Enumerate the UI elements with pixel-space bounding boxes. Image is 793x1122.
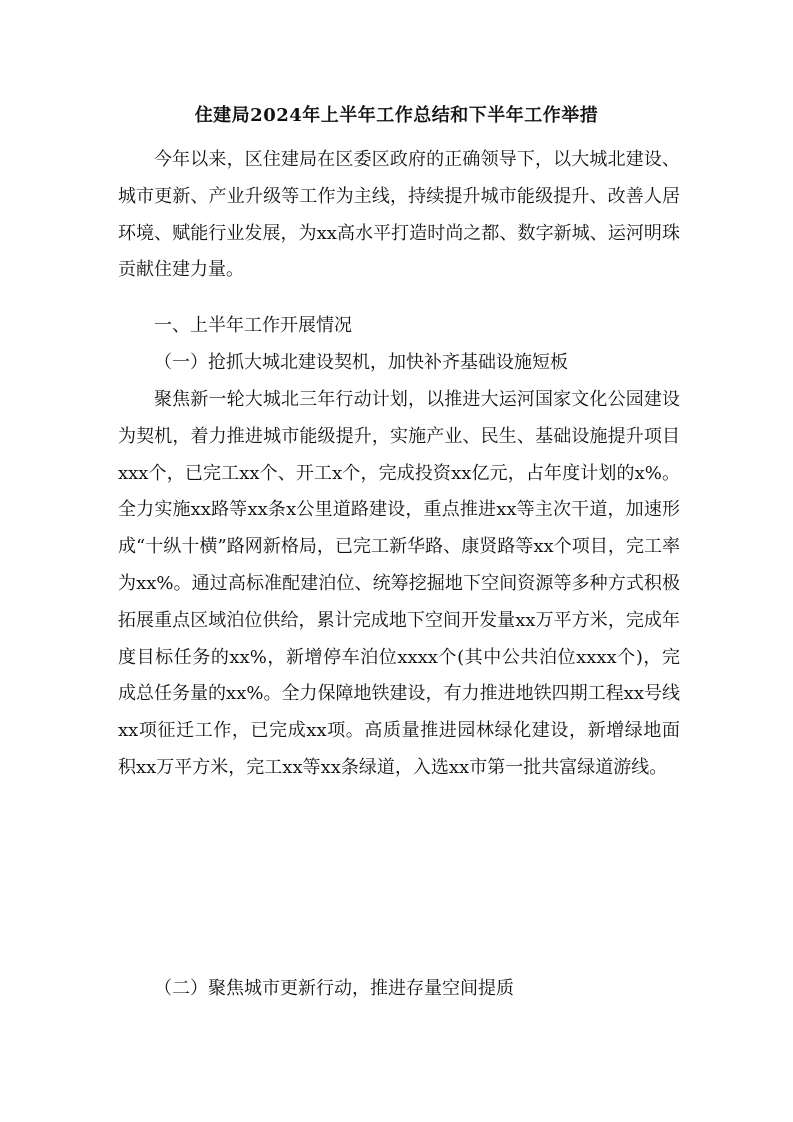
section-heading-1: 一、上半年工作开展情况 — [154, 315, 352, 336]
document-title: 住建局2024年上半年工作总结和下半年工作举措 — [194, 105, 599, 126]
subsection-heading-2: （二）聚焦城市更新行动，推进存量空间提质 — [154, 978, 514, 999]
body-paragraph: 聚焦新一轮大城北三年行动计划，以推进大运河国家文化公园建设为契机，着力推进城市能级提升，实施产业、民生、基础设施提升项目xxx个，已完工xx个、开工x个，完成投资xx亿元，占年度计划的x%。全力实施xx路等xx条x公里道路建设，重点推进xx等主次干道，加速形成“十纵十横”路网新格局，已完工新华路、康贤路等xx个项目，完工率为xx%。通过高标准配建泊位、统筹挖掘地下空间资源等多种方式积极拓展重点区域泊位供给，累计完成地下空间开发量xx万平方米，完成年度目标任务的xx%，新增停车泊位xxxx个(其中公共泊位xxxx个)，完成总任务量的xx%。全力保障地铁建设，有力推进地铁四期工程xx号线xx项征迁工作，已完成xx项。高质量推进园林绿化建设，新增绿地面积xx万平方米，完工xx等xx条绿道，入选xx市第一批共富绿道游线。 — [118, 389, 680, 778]
intro-paragraph: 今年以来，区住建局在区委区政府的正确领导下，以大城北建设、城市更新、产业升级等工作为主线，持续提升城市能级提升、改善人居环境、赋能行业发展，为xx高水平打造时尚之都、数字新城、运河明珠贡献住建力量。 — [118, 149, 680, 281]
subsection-heading-1: （一）抢抓大城北建设契机，加快补齐基础设施短板 — [154, 352, 568, 373]
